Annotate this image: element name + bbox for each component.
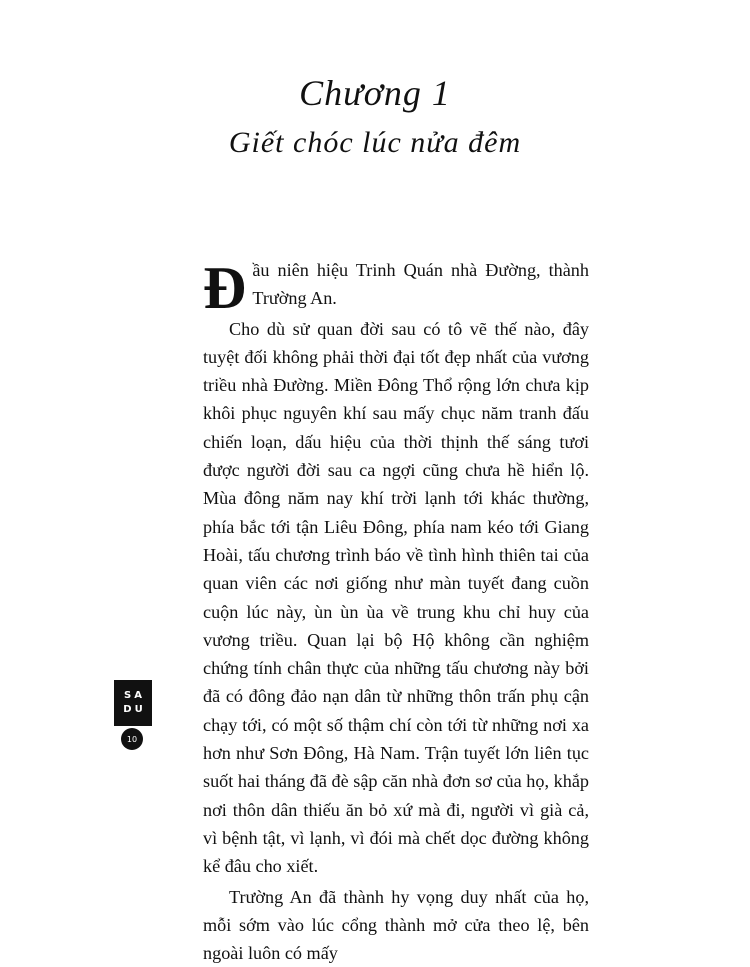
page-number: 10 <box>121 728 143 750</box>
first-paragraph-text: ầu niên hiệu Trinh Quán nhà Đường, thành Trường An. <box>252 260 589 309</box>
publisher-logo <box>114 680 152 726</box>
paragraph: Trường An đã thành hy vọng duy nhất của họ, mỗi sớm vào lúc cổng thành mở cửa theo lệ, bên ngoài luôn có mấy <box>203 886 589 964</box>
chapter-title: Giết chóc lúc nửa đêm <box>228 126 522 159</box>
body-text <box>203 256 589 967</box>
first-paragraph <box>203 255 589 321</box>
chapter-number: Chương 1 <box>299 73 451 113</box>
publisher-logo-line1: SA <box>124 690 145 701</box>
publisher-logo-line2: DU <box>123 704 146 715</box>
drop-cap: Đ <box>203 255 247 321</box>
paragraph: Cho dù sử quan đời sau có tô vẽ thế nào, đây tuyệt đối không phải thời đại tốt đẹp nhất của vương triều nhà Đường. Miền Đông Thổ rộng lớn chưa kịp khôi phục nguyên khí sau mấy chục năm tranh đấu chiến loạn, dấu hiệu của thời thịnh thế sáng tươi được người đời sau ca ngợi cũng chưa hề hiển lộ. Mùa đông năm nay khí trời lạnh tới khác thường, phía bắc tới tận Liêu Đông, phía nam kéo tới Giang Hoài, tấu chương trình báo về tình hình thiên tai của quan viên các nơi giống như màn tuyết đang cuồn cuộn lúc này, ùn ùn ùa về trung khu chỉ huy của vương triều. Quan lại bộ Hộ không cần nghiệm chứng tính chân thực của những tấu chương này bởi đã có đông đảo nạn dân từ những thôn trấn phụ cận chạy tới, có một số thậm chí còn tới từ những nơi xa hơn như Sơn Đông, Hà Nam. Trận tuyết lớn liên tục suốt hai tháng đã đè sập căn nhà đơn sơ của họ, khắp nơi thôn dân thiếu ăn bỏ xứ mà đi, người vì già cả, vì bệnh tật, vì lạnh, vì đói mà chết dọc đường không kể đâu cho xiết. <box>203 318 589 877</box>
